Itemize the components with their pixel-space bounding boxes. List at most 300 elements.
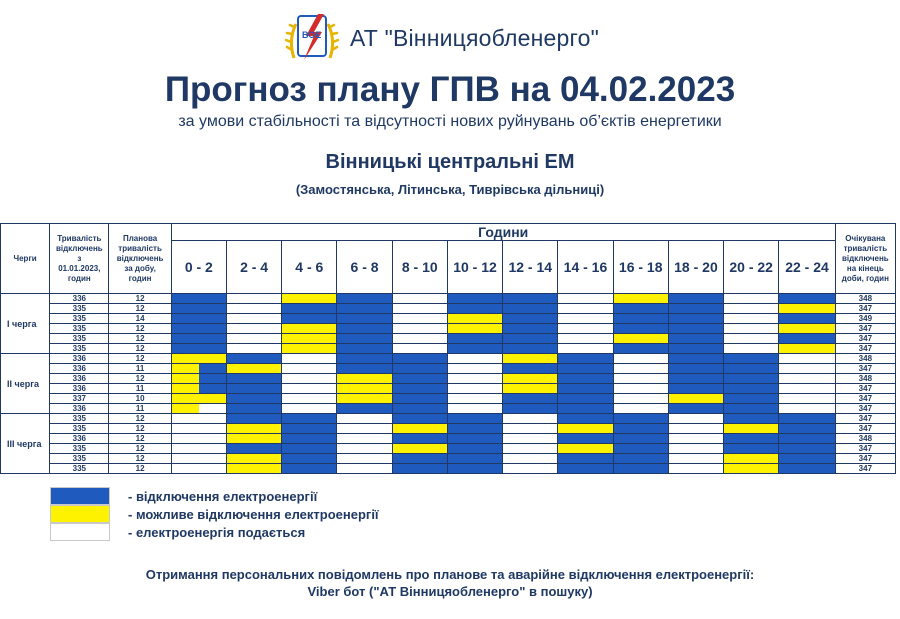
schedule-cell (447, 414, 502, 424)
schedule-cell (668, 354, 723, 364)
schedule-cell (668, 364, 723, 374)
page-title: Прогноз плану ГПВ на 04.02.2023 (164, 70, 736, 109)
schedule-cell (171, 324, 226, 334)
schedule-cell (668, 424, 723, 434)
legend-swatch-on (50, 523, 110, 541)
schedule-cell (779, 294, 835, 304)
schedule-cell (392, 404, 447, 414)
schedule-cell (613, 354, 668, 364)
expected-cell: 348 (835, 354, 895, 364)
schedule-cell (724, 444, 779, 454)
schedule-cell (447, 454, 502, 464)
schedule-cell (337, 454, 392, 464)
schedule-cell (226, 314, 281, 324)
schedule-cell (171, 414, 226, 424)
schedule-cell (392, 464, 447, 474)
schedule-cell (779, 424, 835, 434)
schedule-cell (392, 294, 447, 304)
expected-cell: 347 (835, 424, 895, 434)
schedule-cell (668, 444, 723, 454)
expected-cell: 348 (835, 294, 895, 304)
schedule-cell (668, 464, 723, 474)
planned-cell: 12 (109, 434, 171, 444)
schedule-cell (337, 344, 392, 354)
expected-cell: 348 (835, 434, 895, 444)
planned-cell: 11 (109, 384, 171, 394)
schedule-cell (558, 384, 613, 394)
table-row (1, 324, 896, 334)
schedule-cell (613, 464, 668, 474)
queue-label: II черга (1, 354, 50, 414)
schedule-cell (226, 424, 281, 434)
expected-cell: 347 (835, 454, 895, 464)
schedule-cell (392, 374, 447, 384)
schedule-cell (226, 454, 281, 464)
region-title: Вінницькі центральні ЕМ (325, 151, 575, 173)
planned-cell: 12 (109, 324, 171, 334)
planned-cell: 11 (109, 404, 171, 414)
slot-header: 12 - 14 (503, 241, 558, 294)
schedule-cell (613, 444, 668, 454)
planned-cell: 12 (109, 374, 171, 384)
planned-cell: 12 (109, 294, 171, 304)
schedule-cell (779, 404, 835, 414)
schedule-cell (226, 304, 281, 314)
slot-header: 10 - 12 (447, 241, 502, 294)
schedule-cell (171, 304, 226, 314)
schedule-cell (558, 454, 613, 464)
schedule-cell (668, 414, 723, 424)
schedule-cell-second-hour (199, 364, 226, 373)
schedule-cell (171, 424, 226, 434)
legend-item-off (50, 487, 450, 505)
duration-cell: 336 (50, 374, 109, 384)
duration-cell: 335 (50, 424, 109, 434)
schedule-cell (392, 434, 447, 444)
table-row (1, 344, 896, 354)
planned-cell: 12 (109, 354, 171, 364)
schedule-cell (171, 344, 226, 354)
schedule-cell (724, 314, 779, 324)
schedule-cell (171, 294, 226, 304)
planned-cell: 12 (109, 424, 171, 434)
schedule-cell (171, 334, 226, 344)
expected-cell: 347 (835, 394, 895, 404)
schedule-cell (171, 364, 226, 374)
schedule-cell (779, 454, 835, 464)
schedule-cell (337, 434, 392, 444)
schedule-cell (668, 304, 723, 314)
schedule-cell (226, 394, 281, 404)
schedule-cell (724, 304, 779, 314)
schedule-cell (668, 394, 723, 404)
company-logo-icon (284, 10, 340, 64)
logo-text: ВОЕ (302, 30, 322, 40)
schedule-cell (392, 314, 447, 324)
schedule-cell (447, 344, 502, 354)
duration-cell: 335 (50, 454, 109, 464)
schedule-cell (779, 314, 835, 324)
expected-cell: 347 (835, 414, 895, 424)
schedule-cell (724, 364, 779, 374)
schedule-cell (337, 464, 392, 474)
schedule-cell (447, 384, 502, 394)
schedule-cell (226, 334, 281, 344)
schedule-cell (226, 294, 281, 304)
schedule-cell (282, 334, 337, 344)
schedule-cell (447, 334, 502, 344)
schedule-cell (779, 464, 835, 474)
schedule-cell-second-hour (199, 384, 226, 393)
schedule-cell (724, 324, 779, 334)
schedule-cell (779, 394, 835, 404)
schedule-cell (171, 394, 226, 404)
legend-label-on: - електроенергія подається (128, 525, 306, 540)
schedule-cell (337, 414, 392, 424)
schedule-cell (392, 334, 447, 344)
schedule-cell (558, 344, 613, 354)
schedule-cell (337, 294, 392, 304)
schedule-cell (503, 404, 558, 414)
duration-cell: 335 (50, 444, 109, 454)
schedule-cell (503, 324, 558, 334)
table-row (1, 424, 896, 434)
duration-cell: 335 (50, 324, 109, 334)
table-row (1, 394, 896, 404)
schedule-cell (447, 404, 502, 414)
duration-cell: 335 (50, 304, 109, 314)
schedule-cell (226, 464, 281, 474)
schedule-cell (337, 334, 392, 344)
schedule-cell (503, 334, 558, 344)
schedule-cell-second-hour (199, 404, 226, 413)
expected-cell: 347 (835, 444, 895, 454)
duration-cell: 336 (50, 404, 109, 414)
schedule-cell (724, 344, 779, 354)
schedule-cell (226, 414, 281, 424)
col-expected-header: Очікувана тривалість відключень на кінець доби, годин (835, 224, 895, 294)
schedule-cell (282, 444, 337, 454)
schedule-cell (724, 384, 779, 394)
page-header (0, 8, 900, 66)
schedule-cell (282, 404, 337, 414)
schedule-cell (171, 434, 226, 444)
expected-cell: 347 (835, 384, 895, 394)
planned-cell: 12 (109, 304, 171, 314)
schedule-cell-first-hour (172, 384, 199, 393)
table-row (1, 434, 896, 444)
schedule-cell (337, 314, 392, 324)
schedule-cell (282, 314, 337, 324)
schedule-cell (668, 454, 723, 464)
schedule-cell (447, 434, 502, 444)
duration-cell: 335 (50, 344, 109, 354)
duration-cell: 337 (50, 394, 109, 404)
schedule-cell (779, 374, 835, 384)
schedule-cell (668, 314, 723, 324)
expected-cell: 349 (835, 314, 895, 324)
schedule-cell (337, 384, 392, 394)
schedule-cell (558, 364, 613, 374)
schedule-cell (447, 304, 502, 314)
legend-item-on (50, 523, 450, 541)
schedule-cell (282, 394, 337, 404)
schedule-cell (558, 404, 613, 414)
schedule-cell (392, 424, 447, 434)
schedule-cell (668, 404, 723, 414)
expected-cell: 347 (835, 334, 895, 344)
duration-cell: 336 (50, 434, 109, 444)
footer-viber-bot: Viber бот ("АТ Вінницяобленерго" в пошуку) (307, 584, 593, 599)
schedule-cell (392, 384, 447, 394)
schedule-cell (668, 294, 723, 304)
col-planned-header: Планова тривалість відключень за добу, годин (109, 224, 171, 294)
schedule-cell (282, 344, 337, 354)
table-row (1, 384, 896, 394)
schedule-cell (226, 324, 281, 334)
schedule-cell (392, 324, 447, 334)
legend-item-maybe (50, 505, 450, 523)
table-row (1, 374, 896, 384)
schedule-cell (503, 394, 558, 404)
schedule-cell (558, 354, 613, 364)
schedule-cell (226, 434, 281, 444)
schedule-cell (447, 324, 502, 334)
company-name: АТ "Вінницяобленерго" (350, 25, 599, 51)
schedule-cell (779, 344, 835, 354)
slot-header: 8 - 10 (392, 241, 447, 294)
expected-cell: 348 (835, 374, 895, 384)
schedule-cell (171, 354, 226, 364)
planned-cell: 12 (109, 414, 171, 424)
schedule-cell (613, 324, 668, 334)
legend-swatch-off (50, 487, 110, 505)
table-row (1, 414, 896, 424)
schedule-cell (392, 344, 447, 354)
schedule-cell (337, 424, 392, 434)
schedule-cell (558, 424, 613, 434)
schedule-cell (668, 384, 723, 394)
outage-schedule-table (0, 223, 896, 474)
schedule-cell (337, 444, 392, 454)
schedule-cell (447, 314, 502, 324)
schedule-cell (226, 404, 281, 414)
schedule-cell (392, 394, 447, 404)
schedule-cell (779, 414, 835, 424)
table-row (1, 354, 896, 364)
table-row (1, 294, 896, 304)
legend-label-maybe: - можливе відключення електроенергії (128, 507, 379, 522)
schedule-cell (724, 334, 779, 344)
schedule-cell (724, 424, 779, 434)
schedule-cell (724, 374, 779, 384)
schedule-cell (558, 414, 613, 424)
duration-cell: 335 (50, 414, 109, 424)
planned-cell: 12 (109, 464, 171, 474)
slot-header: 14 - 16 (558, 241, 613, 294)
schedule-cell (558, 394, 613, 404)
schedule-cell (447, 294, 502, 304)
schedule-cell-second-hour (199, 374, 226, 383)
planned-cell: 14 (109, 314, 171, 324)
slot-header: 6 - 8 (337, 241, 392, 294)
schedule-cell (282, 324, 337, 334)
schedule-cell (503, 434, 558, 444)
schedule-cell (503, 344, 558, 354)
schedule-cell (171, 464, 226, 474)
schedule-cell (282, 384, 337, 394)
schedule-cell (668, 374, 723, 384)
planned-cell: 12 (109, 444, 171, 454)
schedule-cell (392, 364, 447, 374)
schedule-cell (282, 414, 337, 424)
schedule-cell (724, 434, 779, 444)
page-subtitle: за умови стабільності та відсутності нових руйнувань об’єктів енергетики (178, 113, 722, 130)
queue-label: I черга (1, 294, 50, 354)
schedule-cell (558, 304, 613, 314)
schedule-cell (337, 374, 392, 384)
schedule-cell (282, 454, 337, 464)
schedule-cell (503, 304, 558, 314)
table-row (1, 464, 896, 474)
planned-cell: 12 (109, 454, 171, 464)
schedule-cell (613, 454, 668, 464)
schedule-cell (558, 374, 613, 384)
schedule-cell (558, 464, 613, 474)
schedule-cell (447, 424, 502, 434)
schedule-cell (392, 444, 447, 454)
expected-cell: 347 (835, 364, 895, 374)
legend-label-off: - відключення електроенергії (128, 489, 318, 504)
schedule-cell (447, 394, 502, 404)
schedule-cell (503, 414, 558, 424)
schedule-cell (668, 334, 723, 344)
schedule-cell (337, 394, 392, 404)
planned-cell: 12 (109, 334, 171, 344)
expected-cell: 347 (835, 344, 895, 354)
schedule-cell (503, 374, 558, 384)
schedule-cell (282, 304, 337, 314)
duration-cell: 335 (50, 314, 109, 324)
schedule-cell (613, 424, 668, 434)
schedule-cell (503, 364, 558, 374)
schedule-cell (613, 374, 668, 384)
expected-cell: 347 (835, 464, 895, 474)
schedule-cell-first-hour (172, 364, 199, 373)
schedule-cell (779, 434, 835, 444)
schedule-cell (613, 344, 668, 354)
expected-cell: 347 (835, 404, 895, 414)
schedule-cell (779, 364, 835, 374)
schedule-cell (171, 404, 226, 414)
footer-notice: Отримання персональних повідомлень про планове та аварійне відключення електроенергії: (145, 567, 755, 582)
schedule-cell (503, 424, 558, 434)
schedule-cell (337, 304, 392, 314)
schedule-cell-first-hour (172, 374, 199, 383)
slot-header: 20 - 22 (724, 241, 779, 294)
schedule-cell (724, 464, 779, 474)
schedule-cell (392, 454, 447, 464)
slot-header: 4 - 6 (282, 241, 337, 294)
schedule-cell (779, 384, 835, 394)
schedule-cell (668, 324, 723, 334)
schedule-cell (226, 354, 281, 364)
schedule-cell (613, 314, 668, 324)
schedule-cell (447, 464, 502, 474)
table-row (1, 364, 896, 374)
queue-label: III черга (1, 414, 50, 474)
schedule-cell (226, 364, 281, 374)
schedule-cell (613, 334, 668, 344)
schedule-cell (613, 294, 668, 304)
expected-cell: 347 (835, 324, 895, 334)
table-row (1, 334, 896, 344)
schedule-cell (447, 354, 502, 364)
slot-header: 0 - 2 (171, 241, 226, 294)
schedule-cell (613, 404, 668, 414)
header-row-top (1, 224, 896, 241)
schedule-cell (226, 344, 281, 354)
schedule-cell (558, 434, 613, 444)
duration-cell: 335 (50, 464, 109, 474)
schedule-cell (613, 304, 668, 314)
duration-cell: 336 (50, 384, 109, 394)
schedule-cell (724, 394, 779, 404)
schedule-cell (779, 444, 835, 454)
slot-header: 18 - 20 (668, 241, 723, 294)
region-subtitle: (Замостянська, Літинська, Тиврівська дільниці) (295, 182, 605, 197)
table-row (1, 304, 896, 314)
schedule-cell (613, 414, 668, 424)
schedule-cell (282, 424, 337, 434)
duration-cell: 336 (50, 294, 109, 304)
schedule-cell (724, 354, 779, 364)
table-row (1, 314, 896, 324)
schedule-cell (779, 304, 835, 314)
schedule-cell (724, 454, 779, 464)
schedule-cell (171, 454, 226, 464)
schedule-cell (282, 364, 337, 374)
schedule-cell (724, 404, 779, 414)
col-queue-header: Черги (1, 224, 50, 294)
schedule-cell (613, 364, 668, 374)
schedule-cell (392, 354, 447, 364)
schedule-cell (282, 374, 337, 384)
schedule-cell (337, 354, 392, 364)
table-row (1, 404, 896, 414)
schedule-cell (503, 294, 558, 304)
duration-cell: 336 (50, 364, 109, 374)
legend-swatch-maybe (50, 505, 110, 523)
slot-header: 16 - 18 (613, 241, 668, 294)
schedule-cell (613, 434, 668, 444)
schedule-cell (447, 444, 502, 454)
schedule-cell (392, 304, 447, 314)
slot-header: 22 - 24 (779, 241, 835, 294)
schedule-cell (503, 384, 558, 394)
schedule-cell (447, 374, 502, 384)
schedule-cell (779, 354, 835, 364)
schedule-cell (558, 324, 613, 334)
col-hours-header: Години (171, 224, 835, 241)
schedule-cell (282, 464, 337, 474)
schedule-cell (226, 374, 281, 384)
schedule-cell (503, 444, 558, 454)
schedule-cell (668, 434, 723, 444)
schedule-cell (558, 314, 613, 324)
col-duration-header: Тривалість відключень з 01.01.2023, годин (50, 224, 109, 294)
schedule-cell (337, 364, 392, 374)
